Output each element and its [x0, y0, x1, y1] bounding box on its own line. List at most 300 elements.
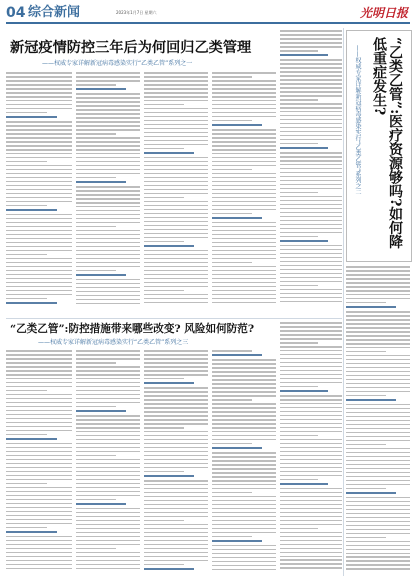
text-line	[212, 504, 276, 506]
text-line	[144, 475, 194, 477]
text-line	[144, 132, 208, 134]
text-line	[280, 407, 342, 409]
text-line	[346, 408, 410, 410]
text-line	[144, 374, 208, 376]
text-line	[346, 331, 410, 333]
article-1-column-1	[6, 72, 72, 312]
text-line	[144, 411, 208, 413]
text-line	[280, 111, 342, 113]
text-line	[144, 488, 208, 490]
text-line	[76, 447, 140, 449]
text-line	[212, 375, 276, 377]
text-line	[280, 451, 342, 453]
text-line	[144, 516, 208, 518]
text-line	[76, 222, 140, 224]
text-line	[212, 302, 276, 304]
text-line	[6, 282, 72, 284]
text-line	[212, 399, 252, 401]
text-line	[6, 394, 72, 396]
text-line	[346, 311, 410, 313]
text-line	[6, 189, 72, 191]
text-line	[212, 104, 276, 106]
text-line	[280, 528, 318, 530]
article-2-column-3	[144, 350, 208, 576]
text-line	[346, 492, 396, 494]
text-line	[6, 165, 72, 167]
text-line	[212, 367, 276, 369]
text-line	[280, 59, 342, 61]
text-line	[346, 452, 410, 454]
text-line	[346, 351, 386, 353]
text-line	[6, 76, 72, 78]
text-line	[76, 76, 140, 78]
text-line	[212, 298, 276, 300]
article-1-column-5	[280, 30, 342, 312]
text-line	[280, 249, 342, 251]
text-line	[212, 282, 276, 284]
text-line	[144, 508, 208, 510]
text-line	[76, 262, 140, 264]
text-line	[76, 80, 140, 82]
text-line	[76, 238, 140, 240]
text-line	[144, 108, 208, 110]
text-line	[76, 451, 140, 453]
text-line	[144, 403, 208, 405]
text-line	[76, 532, 140, 534]
text-line	[212, 185, 276, 187]
text-line	[76, 487, 140, 489]
text-line	[280, 403, 342, 405]
text-line	[6, 366, 72, 368]
text-line	[6, 443, 72, 445]
text-line	[212, 177, 276, 179]
text-line	[144, 459, 208, 461]
text-line	[6, 137, 72, 139]
text-line	[212, 294, 276, 296]
text-line	[76, 230, 140, 232]
text-line	[280, 443, 342, 445]
text-line	[346, 444, 386, 446]
text-line	[212, 492, 252, 494]
text-line	[346, 266, 410, 268]
text-line	[212, 431, 276, 433]
text-line	[280, 156, 342, 158]
text-line	[76, 382, 140, 384]
text-line	[280, 42, 342, 44]
text-line	[144, 443, 208, 445]
text-line	[280, 236, 318, 238]
text-line	[76, 439, 140, 441]
text-line	[6, 185, 72, 187]
text-line	[212, 480, 276, 482]
text-line	[76, 394, 140, 396]
text-line	[280, 411, 342, 413]
text-line	[6, 556, 72, 558]
text-line	[76, 552, 140, 554]
text-line	[212, 165, 276, 167]
text-line	[280, 269, 342, 271]
text-line	[346, 460, 410, 462]
text-line	[280, 289, 342, 291]
text-line	[212, 213, 252, 215]
text-line	[144, 213, 208, 215]
issue-meta: 2023年1月7日 星期六	[116, 10, 157, 15]
text-line	[280, 358, 342, 360]
text-line	[346, 472, 410, 474]
text-line	[144, 286, 208, 288]
text-line	[280, 123, 342, 125]
text-line	[6, 459, 72, 461]
text-line	[144, 116, 208, 118]
text-line	[76, 161, 140, 163]
text-line	[346, 391, 410, 393]
text-line	[6, 222, 72, 224]
text-line	[212, 407, 276, 409]
text-line	[212, 161, 276, 163]
text-line	[144, 140, 208, 142]
text-line	[144, 484, 208, 486]
text-line	[6, 463, 72, 465]
text-line	[144, 250, 208, 252]
text-line	[76, 548, 116, 550]
text-line	[212, 484, 276, 486]
text-line	[280, 455, 342, 457]
text-line	[280, 467, 342, 469]
text-line	[212, 201, 276, 203]
text-line	[280, 143, 318, 145]
text-line	[346, 359, 410, 361]
text-line	[144, 221, 208, 223]
text-line	[280, 559, 342, 561]
text-line	[76, 564, 140, 566]
text-line	[76, 362, 116, 364]
text-line	[280, 500, 342, 502]
page-header	[6, 4, 410, 24]
text-line	[6, 523, 72, 525]
text-line	[212, 230, 276, 232]
text-line	[76, 516, 140, 518]
text-line	[280, 419, 342, 421]
article-2-column-5	[280, 322, 342, 576]
text-line	[280, 516, 342, 518]
text-line	[212, 120, 252, 122]
text-line	[280, 228, 342, 230]
text-line	[346, 335, 410, 337]
text-line	[144, 552, 208, 554]
text-line	[6, 242, 72, 244]
text-line	[144, 173, 208, 175]
text-line	[346, 428, 410, 430]
text-line	[144, 290, 184, 292]
text-line	[212, 129, 276, 131]
text-line	[212, 238, 276, 240]
text-line	[6, 250, 72, 252]
text-line	[346, 468, 410, 470]
text-line	[280, 212, 342, 214]
text-line	[280, 34, 342, 36]
text-line	[144, 229, 208, 231]
text-line	[212, 512, 276, 514]
text-line	[346, 476, 410, 478]
text-line	[144, 382, 194, 384]
article-2-headline: “乙类乙管”:防控措施带来哪些改变? 风险如何防范?	[10, 323, 255, 335]
article-3-headline: “乙类乙管”:医疗资源够吗?如何降低重症发生?	[371, 37, 403, 249]
text-line	[6, 133, 72, 135]
text-line	[76, 495, 140, 497]
text-line	[76, 303, 140, 305]
text-line	[6, 378, 72, 380]
text-line	[76, 483, 140, 485]
text-line	[6, 149, 72, 151]
text-line	[212, 226, 276, 228]
text-line	[280, 67, 342, 69]
text-line	[6, 540, 72, 542]
text-line	[76, 93, 140, 95]
text-line	[6, 422, 72, 424]
text-line	[6, 402, 72, 404]
text-line	[6, 560, 72, 562]
text-line	[6, 92, 72, 94]
text-line	[212, 181, 276, 183]
text-line	[346, 315, 410, 317]
text-line	[280, 334, 342, 336]
text-line	[280, 362, 342, 364]
text-line	[76, 258, 140, 260]
text-line	[212, 419, 276, 421]
text-line	[76, 508, 140, 510]
text-line	[76, 427, 140, 429]
text-line	[76, 295, 140, 297]
text-line	[346, 448, 410, 450]
text-line	[76, 206, 140, 208]
text-line	[76, 173, 140, 175]
text-line	[280, 475, 342, 477]
text-line	[346, 549, 410, 551]
text-line	[212, 153, 276, 155]
text-line	[144, 258, 208, 260]
text-line	[6, 414, 72, 416]
text-line	[6, 238, 72, 240]
text-line	[144, 181, 208, 183]
text-line	[6, 270, 72, 272]
text-line	[280, 342, 318, 344]
text-line	[6, 507, 72, 509]
text-line	[144, 532, 208, 534]
text-line	[346, 387, 410, 389]
text-line	[212, 508, 276, 510]
text-line	[144, 536, 208, 538]
text-line	[144, 302, 208, 304]
text-line	[144, 520, 184, 522]
text-line	[280, 160, 342, 162]
text-line	[144, 399, 208, 401]
text-line	[76, 350, 140, 352]
text-line	[6, 382, 72, 384]
text-line	[212, 371, 276, 373]
text-line	[212, 209, 276, 211]
text-line	[144, 161, 208, 163]
text-line	[212, 112, 276, 114]
text-line	[144, 245, 194, 247]
text-line	[212, 468, 276, 470]
text-line	[346, 513, 410, 515]
text-line	[346, 497, 410, 499]
text-line	[280, 285, 318, 287]
text-line	[346, 319, 410, 321]
text-line	[212, 108, 276, 110]
text-line	[346, 484, 410, 486]
text-line	[144, 435, 208, 437]
text-line	[212, 520, 276, 522]
text-line	[280, 127, 342, 129]
text-line	[346, 568, 410, 570]
text-line	[76, 443, 140, 445]
text-line	[212, 553, 276, 555]
text-line	[346, 404, 410, 406]
text-line	[212, 100, 276, 102]
text-line	[76, 544, 140, 546]
text-line	[280, 196, 342, 198]
text-line	[144, 112, 208, 114]
text-line	[144, 185, 208, 187]
text-line	[144, 80, 208, 82]
text-line	[76, 503, 126, 505]
text-line	[280, 131, 342, 133]
text-line	[346, 456, 410, 458]
text-line	[280, 265, 342, 267]
text-line	[212, 379, 276, 381]
text-line	[144, 152, 194, 154]
text-line	[144, 225, 208, 227]
text-line	[346, 464, 410, 466]
text-line	[76, 210, 140, 212]
text-line	[280, 91, 342, 93]
text-line	[6, 568, 72, 570]
text-line	[280, 386, 318, 388]
text-line	[6, 96, 72, 98]
text-line	[212, 88, 276, 90]
text-line	[212, 254, 276, 256]
text-line	[280, 492, 342, 494]
text-line	[212, 137, 276, 139]
text-line	[6, 390, 47, 392]
text-line	[280, 107, 342, 109]
text-line	[144, 266, 208, 268]
text-line	[346, 347, 410, 349]
text-line	[346, 323, 410, 325]
text-line	[76, 520, 140, 522]
text-line	[144, 205, 208, 207]
text-line	[144, 274, 208, 276]
text-line	[346, 432, 410, 434]
text-line	[280, 168, 342, 170]
text-line	[76, 234, 140, 236]
text-line	[280, 245, 342, 247]
text-line	[280, 192, 318, 194]
text-line	[6, 197, 72, 199]
text-line	[144, 282, 208, 284]
text-line	[76, 366, 140, 368]
text-line	[6, 479, 72, 481]
text-line	[6, 129, 72, 131]
text-line	[280, 471, 342, 473]
text-line	[6, 290, 72, 292]
text-line	[346, 343, 410, 345]
text-line	[346, 537, 386, 539]
text-line	[212, 427, 276, 429]
text-line	[144, 157, 208, 159]
text-line	[280, 395, 342, 397]
text-line	[280, 176, 342, 178]
text-line	[6, 153, 72, 155]
text-line	[346, 440, 410, 442]
text-line	[346, 363, 410, 365]
text-line	[280, 135, 342, 137]
text-line	[280, 354, 342, 356]
text-line	[280, 378, 342, 380]
text-line	[212, 92, 276, 94]
text-line	[144, 177, 208, 179]
text-line	[76, 101, 140, 103]
text-line	[76, 165, 140, 167]
text-line	[212, 540, 262, 542]
article-2-column-4	[212, 350, 276, 576]
text-line	[144, 294, 208, 296]
text-line	[76, 121, 140, 123]
text-line	[76, 491, 140, 493]
text-line	[144, 378, 184, 380]
text-line	[212, 447, 262, 449]
text-line	[212, 96, 276, 98]
text-line	[144, 350, 208, 352]
text-line	[280, 38, 342, 40]
text-line	[76, 560, 140, 562]
text-line	[6, 274, 72, 276]
text-line	[76, 109, 140, 111]
text-line	[144, 471, 184, 473]
text-line	[144, 270, 208, 272]
text-line	[346, 525, 410, 527]
text-line	[6, 121, 72, 123]
text-line	[144, 496, 208, 498]
text-line	[6, 226, 72, 228]
text-line	[6, 503, 72, 505]
text-line	[76, 398, 140, 400]
text-line	[144, 387, 208, 389]
text-line	[144, 104, 184, 106]
text-line	[212, 516, 276, 518]
text-line	[212, 536, 252, 538]
text-line	[212, 528, 276, 530]
text-line	[6, 467, 72, 469]
text-line	[280, 520, 342, 522]
text-line	[212, 278, 276, 280]
text-line	[280, 83, 342, 85]
text-line	[76, 202, 140, 204]
text-line	[144, 358, 208, 360]
text-line	[76, 410, 126, 412]
text-line	[212, 423, 276, 425]
text-line	[76, 463, 140, 465]
text-line	[6, 564, 72, 566]
text-line	[76, 226, 116, 228]
text-line	[280, 46, 342, 48]
text-line	[212, 234, 276, 236]
text-line	[346, 556, 410, 558]
text-line	[346, 564, 410, 566]
text-line	[212, 395, 276, 397]
text-line	[76, 406, 116, 408]
